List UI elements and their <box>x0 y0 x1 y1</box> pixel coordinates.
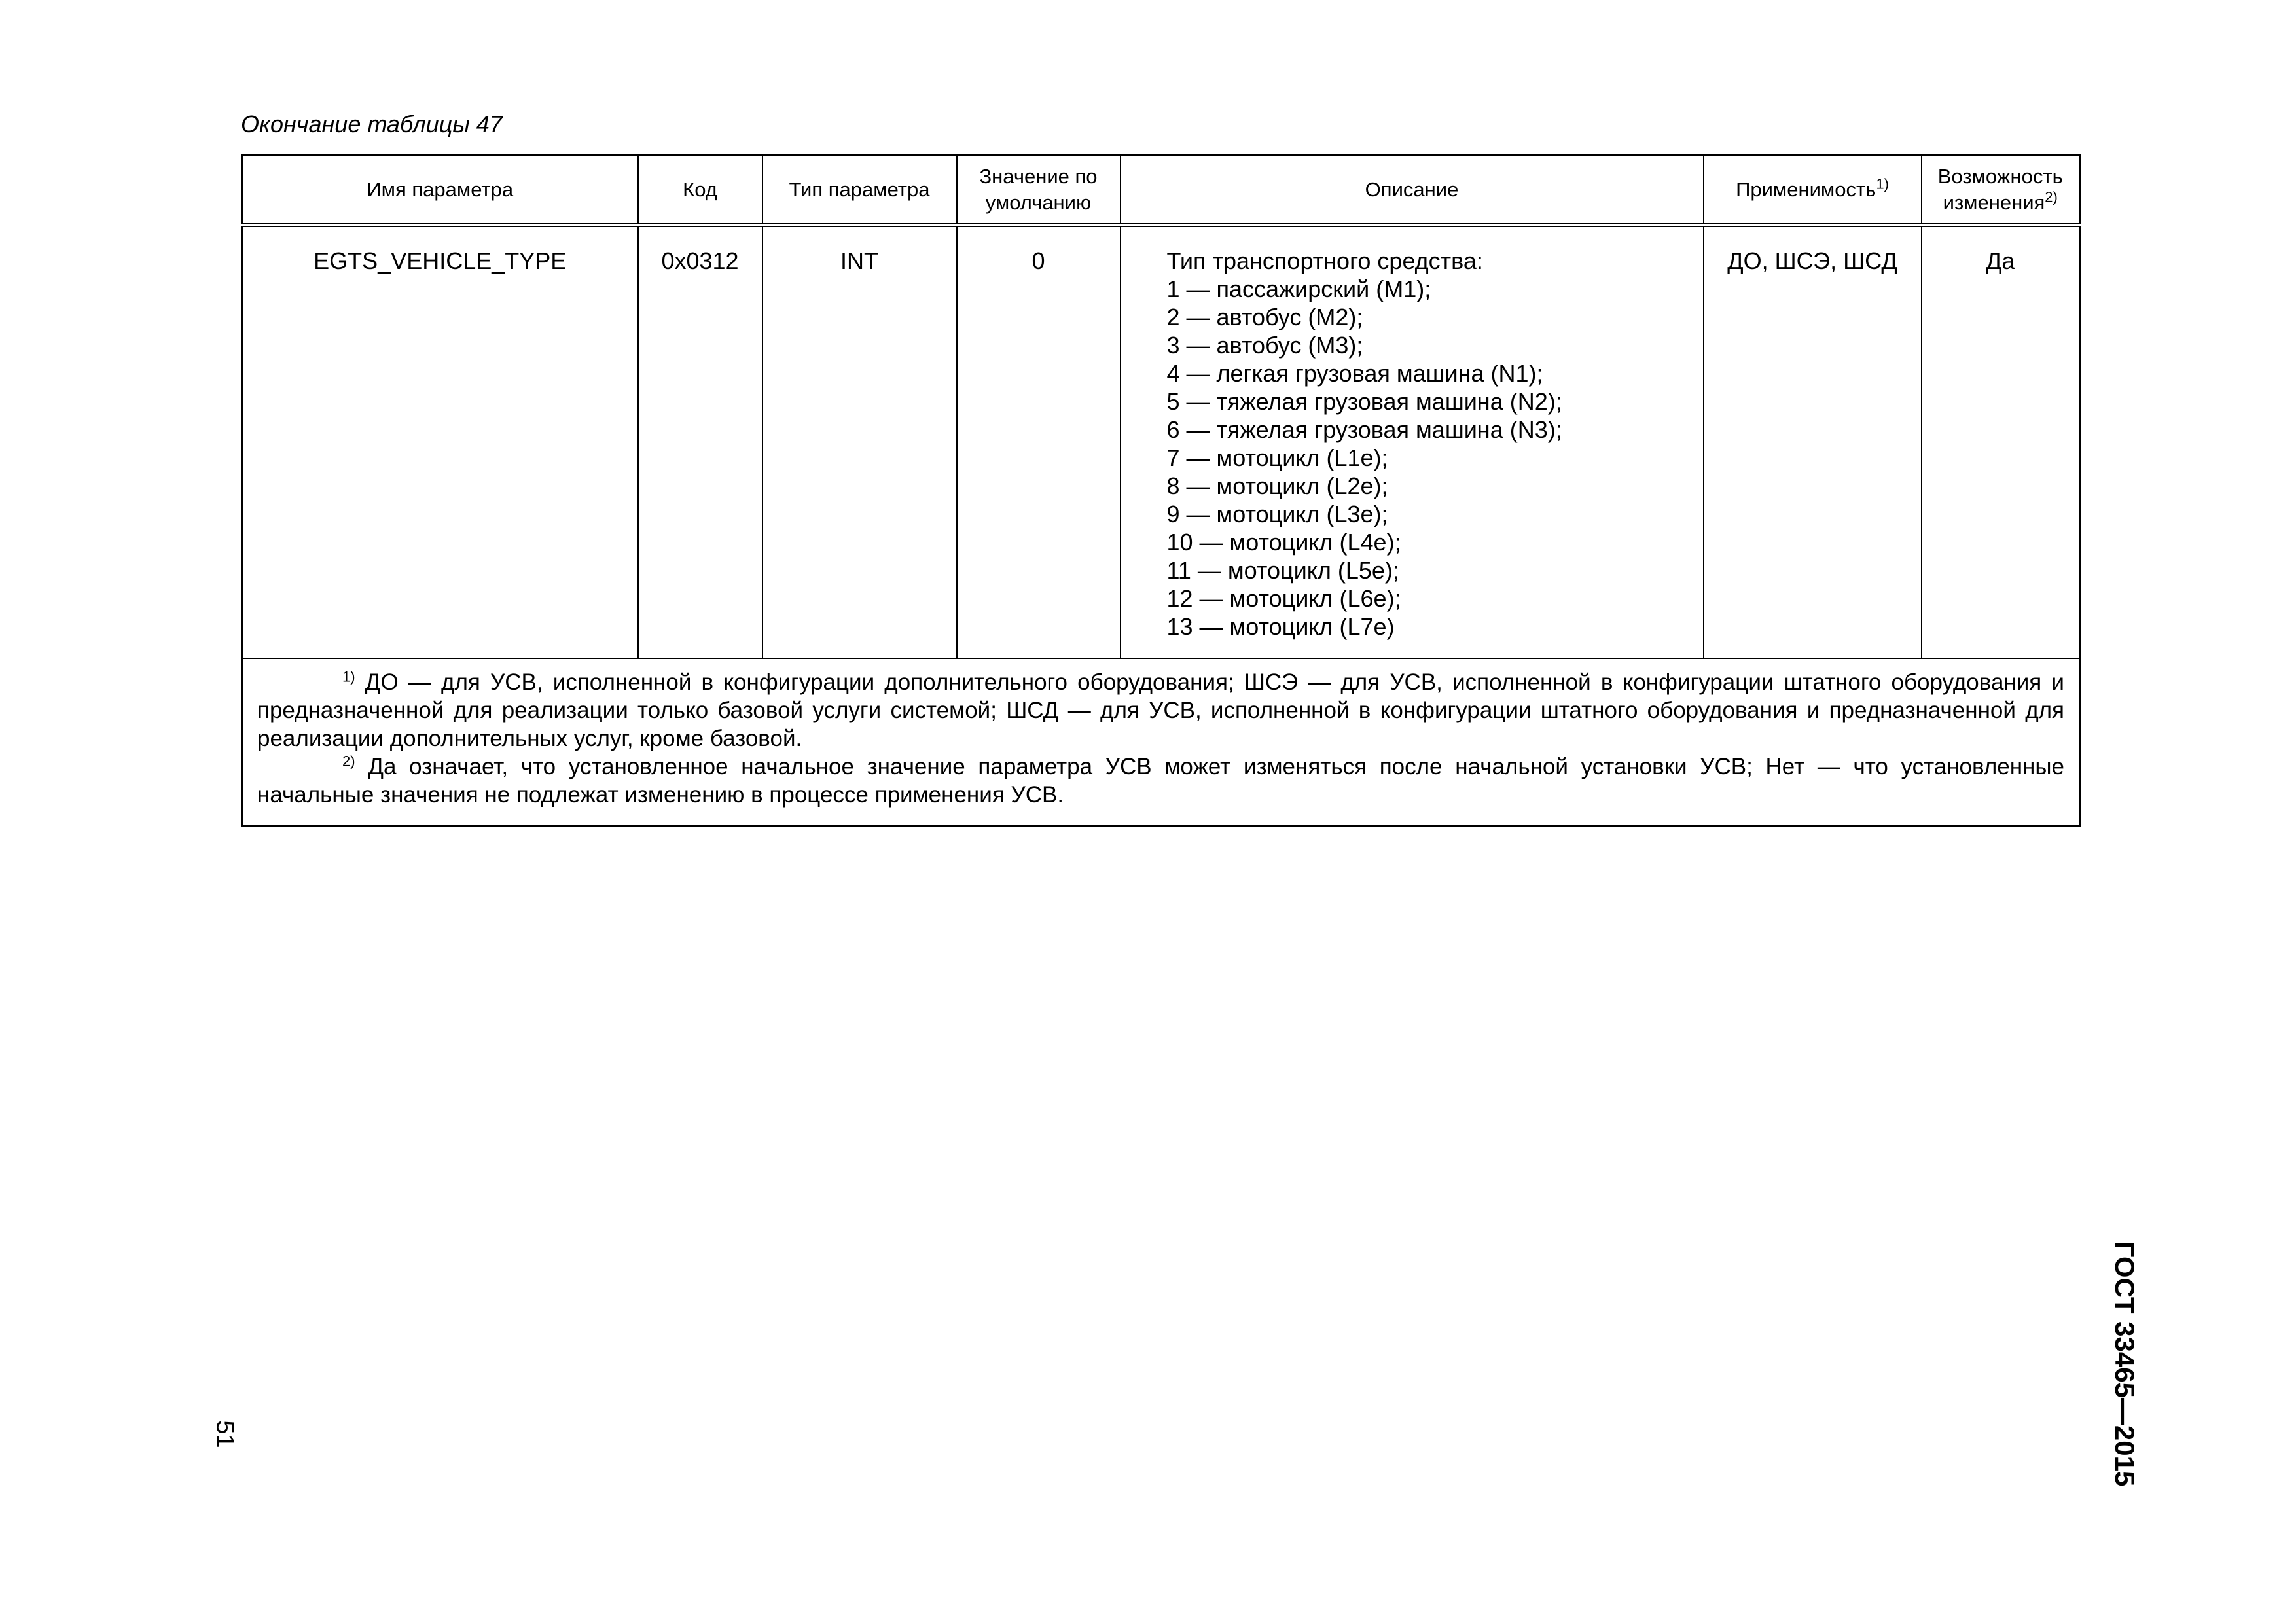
header-type: Тип параметра <box>762 156 957 226</box>
page-number: 51 <box>211 1420 239 1448</box>
description-line: 9 — мотоцикл (L3e); <box>1166 501 1388 527</box>
header-changeable-label: Возможность изменения <box>1937 165 2063 214</box>
footnote-ref-1: 1) <box>1876 175 1889 192</box>
description-line: 1 — пассажирский (M1); <box>1166 276 1431 302</box>
table-caption: Окончание таблицы 47 <box>241 111 503 137</box>
description-line: 7 — мотоцикл (L1e); <box>1166 444 1388 471</box>
table-notes <box>242 658 2080 826</box>
cell-type: INT <box>762 225 957 658</box>
cell-changeable: Да <box>1922 225 2080 658</box>
cell-code: 0x0312 <box>638 225 762 658</box>
parameters-table <box>241 154 2081 827</box>
description-line: 13 — мотоцикл (L7e) <box>1166 613 1395 640</box>
header-description: Описание <box>1121 156 1704 226</box>
notes-row <box>242 658 2080 826</box>
footnote-text: Да означает, что установленное начальное значение параметра УСВ может изменяться после начальной установки УСВ; Нет — что установленные начальные значения не подлежат изменению в процессе применения УСВ. <box>257 754 2064 808</box>
header-applicability-label: Применимость <box>1736 178 1876 201</box>
description-line: 3 — автобус (M3); <box>1166 332 1363 359</box>
header-code: Код <box>638 156 762 226</box>
header-default: Значение по умолчанию <box>957 156 1121 226</box>
description-line: 8 — мотоцикл (L2e); <box>1166 473 1388 499</box>
description-line: 11 — мотоцикл (L5e); <box>1166 557 1399 584</box>
footnote-1 <box>257 668 2064 753</box>
cell-default: 0 <box>957 225 1121 658</box>
cell-applicability: ДО, ШСЭ, ШСД <box>1704 225 1922 658</box>
description-line: 4 — легкая грузовая машина (N1); <box>1166 360 1543 387</box>
footnote-marker: 2) <box>342 753 355 770</box>
description-line: 12 — мотоцикл (L6e); <box>1166 585 1401 612</box>
header-applicability <box>1704 156 1922 226</box>
footnote-text: ДО — для УСВ, исполненной в конфигурации дополнительного оборудования; ШСЭ — для УСВ, исполненной в конфигурации штатного оборудования и предназначенной для реализации только базовой услуги системой; ШСД — для УСВ, исполненной в конфигурации штатного оборудования и предназначенной для реализации дополнительных услуг, кроме базовой. <box>257 669 2064 751</box>
header-changeable <box>1922 156 2080 226</box>
header-row <box>242 156 2080 226</box>
standard-code: ГОСТ 33465—2015 <box>2109 1241 2140 1487</box>
description-line: 2 — автобус (M2); <box>1166 304 1363 330</box>
description-line: 6 — тяжелая грузовая машина (N3); <box>1166 416 1562 443</box>
description-line: 10 — мотоцикл (L4e); <box>1166 529 1401 556</box>
header-name: Имя параметра <box>242 156 638 226</box>
footnote-ref-2: 2) <box>2045 188 2058 205</box>
cell-description <box>1121 225 1704 658</box>
cell-name: EGTS_VEHICLE_TYPE <box>242 225 638 658</box>
footnote-2 <box>257 753 2064 809</box>
table-row <box>242 225 2080 658</box>
description-line: Тип транспортного средства: <box>1166 247 1483 274</box>
footnote-marker: 1) <box>342 668 355 685</box>
description-line: 5 — тяжелая грузовая машина (N2); <box>1166 388 1562 415</box>
